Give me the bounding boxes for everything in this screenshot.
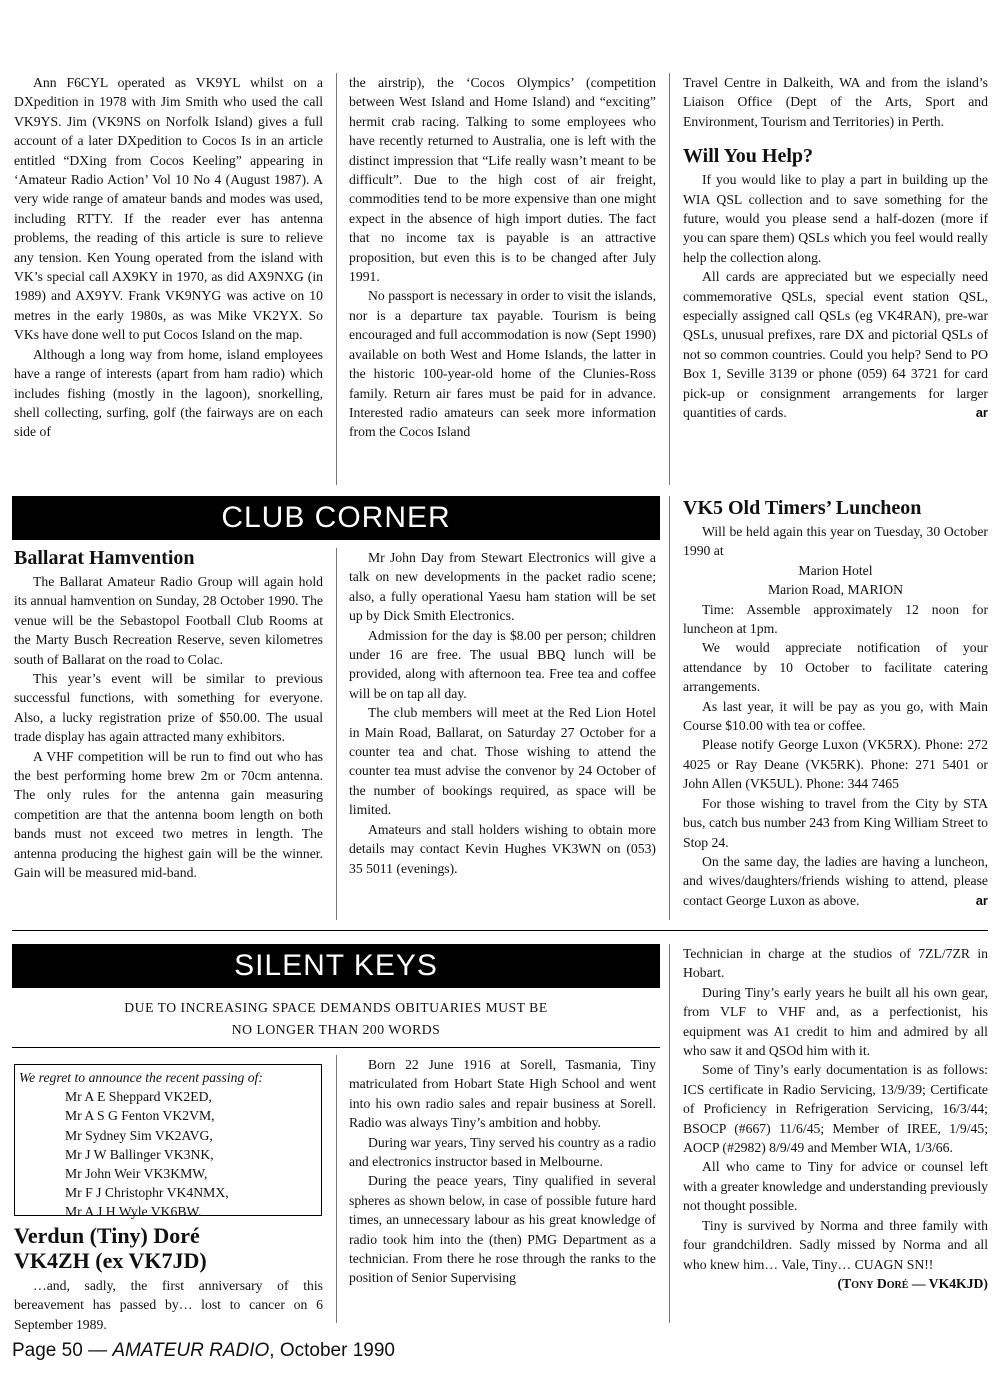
club-corner-banner: [12, 496, 660, 540]
paragraph: For those wishing to travel from the City by STA bus, catch bus number 243 from King William Street to Stop 24.: [683, 795, 988, 850]
heading-ballarat-hamvention: Ballarat Hamvention: [14, 547, 195, 569]
paragraph-text: On the same day, the ladies are having a luncheon, and wives/daughters/friends wishing to attend, please contact George Luxon as above.: [683, 853, 988, 908]
issue-date: , October 1990: [269, 1340, 395, 1361]
top-column-2: [349, 73, 656, 442]
end-mark: ar: [975, 892, 988, 908]
paragraph: Born 22 June 1916 at Sorell, Tasmania, Tiny matriculated from Hobart State High School and went into his own radio sales and repair business at Sorell. Radio was always Tiny’s ambition and hobby.: [349, 1057, 656, 1131]
list-item: Mr John Weir VK3KMW,: [65, 1166, 208, 1182]
banner-title: SILENT KEYS: [234, 949, 438, 982]
obituary-column-3: [683, 944, 988, 1293]
obituary-heading-column: [14, 1223, 323, 1334]
footer-dash: —: [82, 1340, 113, 1361]
column-divider: [336, 73, 337, 485]
paragraph: Please notify George Luxon (VK5RX). Phone: 272 4025 or Ray Deane (VK5RK). Phone: 271 5401 or John Allen (VK5UL). Phone: 344 7465: [683, 737, 988, 792]
notice-line: NO LONGER THAN 200 WORDS: [231, 1022, 441, 1037]
list-item: Mr J W Ballinger VK3NK,: [65, 1146, 214, 1162]
paragraph: All who came to Tiny for advice or counsel left with a greater knowledge and understanding previously not thought possible.: [683, 1159, 988, 1214]
paragraph: …and, sadly, the first anniversary of this bereavement has passed by… lost to cancer on 6 September 1989.: [14, 1278, 323, 1332]
venue-address: Marion Road, MARION: [768, 582, 903, 598]
obituary-signature: (Tony Doré — VK4KJD): [837, 1275, 988, 1291]
venue-name: Marion Hotel: [798, 562, 873, 578]
obituary-notice: [12, 997, 660, 1041]
column-divider: [336, 548, 337, 920]
page-footer: [12, 1340, 395, 1362]
page-number: Page 50: [12, 1340, 83, 1361]
magazine-title: AMATEUR RADIO: [112, 1340, 270, 1361]
notice-rule: [12, 1047, 660, 1048]
paragraph: Time: Assemble approximately 12 noon for luncheon at 1pm.: [683, 601, 988, 637]
paragraph: Ann F6CYL operated as VK9YL whilst on a DXpedition in 1978 with Jim Smith who used the call VK9YS. Jim (VK9NS on Norfolk Island) gives a full account of a later DXpedition to Cocos Is in an article entitled “DXing from Cocos Keeling” appearing in ‘Amateur Radio Action’ Vol 10 No 4 (August 1987). A very wide range of amateur bands and modes was used, including RTTY. If the reader ever has antenna problems, the reading of this article is sure to relieve any tension. Ken Young operated from the island with VK’s special call AX9KY in 1970, as did AX9NXG (in 1989) and AX9YV. Frank VK9NYG was active on 10 metres in the early 1980s, as was Mike VK2YX. So VKs have done well to put Cocos Island on the map.: [14, 75, 323, 343]
paragraph: If you would like to play a part in building up the WIA QSL collection and to save something for the future, would you please send a half-dozen (more if you can spare them) QSLs which you feel would really help the collection along.: [683, 172, 988, 265]
passing-list-box: [14, 1064, 322, 1220]
paragraph: This year’s event will be similar to previous successful functions, with something for everyone. Also, a lucky registration prize of $50.00. The usual trade display has again attracted many exhibitors.: [14, 671, 323, 745]
paragraph: The club members will meet at the Red Lion Hotel in Main Road, Ballarat, on Saturday 27 October for a counter tea and chat. Those wishing to attend the counter tea must advise the convenor by 24 October of the number of bookings required, as space will be limited.: [349, 705, 656, 818]
paragraph: Mr John Day from Stewart Electronics will give a talk on new developments in the packet radio scene; also, a fully operational Yaesu ham station will be set up by Dick Smith Electronics.: [349, 550, 656, 624]
paragraph: Amateurs and stall holders wishing to obtain more details may contact Kevin Hughes VK3WN on (053) 35 5011 (evenings).: [349, 821, 656, 876]
luncheon-column: [683, 496, 988, 910]
top-column-3: [683, 73, 988, 423]
list-item: Mr Sydney Sim VK2AVG,: [65, 1127, 213, 1143]
list-item: Mr A E Sheppard VK2ED,: [65, 1089, 212, 1105]
paragraph: A VHF competition will be run to find out who has the best performing home brew 2m or 70cm antenna. The only rules for the antenna gain measuring competition are that the antenna boom length on both bands must not exceed two metres in length. The antenna producing the highest gain will be the winner. Gain will be measured mid-band.: [14, 748, 323, 881]
paragraph: We would appreciate notification of your attendance by 10 October to facilitate catering arrangements.: [683, 640, 988, 695]
paragraph: Some of Tiny’s early documentation is as follows: ICS certificate in Radio Servicing, 13/9/39; Certificate of Proficiency in Refrigeration Servicing, 16/3/44; BSOCP (#667) 11/6/45; Member of IREE, 1/9/45; AOCP (#2982) 8/9/49 and Member WIA, 1/3/66.: [683, 1062, 988, 1156]
obituary-column-2: [349, 1055, 656, 1288]
paragraph: [683, 267, 988, 422]
paragraph: During the peace years, Tiny qualified in several spheres as shown below, in case of possible future hard times, an unnecessary labour as his great knowledge of radio took him into the (then) PMG Department as a technician. From there he rose through the ranks to the position of Senior Supervising: [349, 1173, 656, 1286]
list-item: Mr F J Christophr VK4NMX,: [65, 1185, 229, 1201]
paragraph: During Tiny’s early years he built all his own gear, from VLF to VHF and, as a perfectionist, his equipment was A1 credit to him and admired by all who saw it and QSOd him with it.: [683, 984, 988, 1059]
paragraph: Admission for the day is $8.00 per person; children under 16 are free. The usual BBQ lunch will be provided, along with afternoon tea. Free tea and coffee will be on tap all day.: [349, 627, 656, 701]
paragraph: [683, 852, 988, 910]
list-item: Mr A J H Wyle VK6BW.: [65, 1204, 202, 1220]
column-divider: [669, 73, 670, 485]
paragraph: Tiny is survived by Norma and three family with four grandchildren. Sadly missed by Norma and all who knew him… Vale, Tiny… CUAGN SN!!: [683, 1217, 988, 1272]
heading-vk5-luncheon: VK5 Old Timers’ Luncheon: [683, 497, 922, 519]
banner-title: CLUB CORNER: [221, 501, 451, 534]
paragraph: As last year, it will be pay as you go, with Main Course $10.00 with tea or coffee.: [683, 698, 988, 734]
obituary-callsign: VK4ZH (ex VK7JD): [14, 1248, 207, 1273]
paragraph: Will be held again this year on Tuesday, 30 October 1990 at: [683, 524, 988, 559]
paragraph-text: All cards are appreciated but we especially need commemorative QSLs, special event station QSL, especially assigned call QSLs (eg VK4RAN), pre-war QSLs, unusual prefixes, rare DX and pictorial QSLs of not so common countries. Could you help? Send to PO Box 1, Seville 3139 or phone (059) 64 3721 for card pick-up or consignment arrangements for larger quantities of cards.: [683, 269, 988, 421]
paragraph: No passport is necessary in order to visit the islands, nor is a departure tax payable. Tourism is being encouraged and full accommodation is now (Sept 1990) available on both West and Home Islands, the latter in the historic 100-year-old home of the Clunies-Ross family. Return air fares must be paid for in advance. Interested radio amateurs can seek more information from the Cocos Island: [349, 288, 656, 440]
column-divider: [669, 496, 670, 920]
end-mark: ar: [975, 405, 988, 421]
top-column-1: [14, 73, 323, 442]
paragraph: Although a long way from home, island employees have a range of interests (apart from ham radio) which includes fishing (mostly in the lagoon), snorkelling, shell collecting, surfing, golf (the fairways are on each side of: [14, 346, 323, 440]
notice-line: DUE TO INCREASING SPACE DEMANDS OBITUARIES MUST BE: [124, 1000, 548, 1015]
club-column-1: [14, 546, 323, 883]
silent-keys-banner: [12, 944, 660, 988]
column-divider: [336, 1055, 337, 1323]
paragraph: the airstrip), the ‘Cocos Olympics’ (competition between West Island and Home Island) and “exciting” hermit crab racing. Talking to some employees who have recently returned to Australia, one is left with the distinct impression that “Life really wasn’t meant to be difficult”. Due to the high cost of air freight, commodities tend to be more expensive than one might expect in the absence of high import duties. The fact that no income tax is payable is an attractive proposition, but even this is to be changed after July 1991.: [349, 75, 656, 285]
paragraph: Travel Centre in Dalkeith, WA and from the island’s Liaison Office (Dept of the Arts, Sport and Environment, Tourism and Territories) in Perth.: [683, 75, 988, 129]
passing-list: [15, 1087, 321, 1221]
paragraph: The Ballarat Amateur Radio Group will again hold its annual hamvention on Sunday, 28 October 1990. The venue will be the Sebastopol Football Club Rooms at the Marty Busch Recreation Reserve, seven kilometres south of Ballarat on the road to Colac.: [14, 574, 323, 667]
passing-intro: We regret to announce the recent passing of:: [19, 1070, 263, 1085]
club-column-2: [349, 548, 656, 878]
paragraph: During war years, Tiny served his country as a radio and electronics instructor based in Melbourne.: [349, 1134, 656, 1170]
obituary-title: Verdun (Tiny) Doré: [14, 1223, 200, 1248]
section-rule: [12, 930, 988, 931]
paragraph: Technician in charge at the studios of 7ZL/7ZR in Hobart.: [683, 946, 988, 981]
column-divider: [669, 944, 670, 1323]
list-item: Mr A S G Fenton VK2VM,: [65, 1108, 215, 1124]
heading-will-you-help: Will You Help?: [683, 145, 814, 168]
